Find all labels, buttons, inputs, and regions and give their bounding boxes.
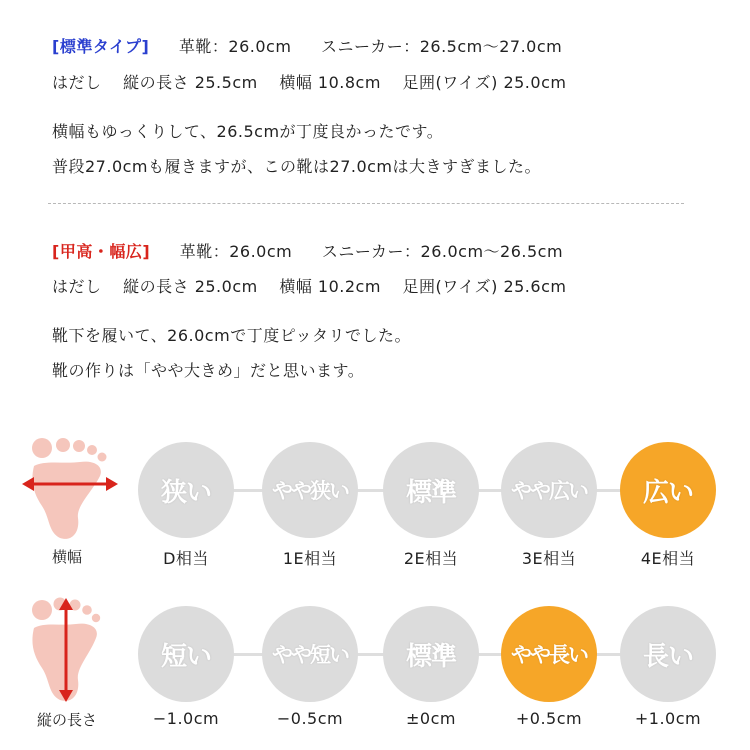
length-option-standard: 標準 [383, 606, 479, 702]
foot-width-icon [20, 436, 120, 540]
section-standard-line1 [52, 34, 562, 57]
length-option-long: 長い [620, 606, 716, 702]
foot-width: 横幅 10.2cm [279, 277, 381, 296]
barefoot-label: はだし [52, 73, 102, 92]
barefoot-label: はだし [52, 277, 102, 296]
foot-girth: 足囲(ワイズ) 25.0cm [402, 73, 567, 92]
length-option-slightly-long-selected: やや長い [501, 606, 597, 702]
width-option-standard: 標準 [383, 442, 479, 538]
length-caption-minus-1: −1.0cm [152, 709, 220, 728]
length-caption-plus-05: +0.5cm [515, 709, 583, 728]
section-wide-line1 [52, 239, 563, 262]
width-caption-d: D相当 [163, 549, 209, 568]
length-caption-plus-1: +1.0cm [634, 709, 702, 728]
foot-length: 縦の長さ 25.5cm [123, 73, 258, 92]
length-option-short: 短い [138, 606, 234, 702]
section-wide-comment2: 靴の作りは「やや大きめ」だと思います。 [52, 361, 365, 380]
sneaker-size: スニーカー：26.5cm〜27.0cm [321, 37, 563, 56]
section-standard-comment2: 普段27.0cmも履きますが、この靴は27.0cmは大きすぎました。 [52, 157, 542, 176]
section-tag: [甲高・幅広] [52, 242, 151, 261]
section-divider [48, 203, 684, 204]
width-option-narrow: 狭い [138, 442, 234, 538]
dress-shoe-size: 革靴：26.0cm [179, 242, 293, 261]
width-caption-2e: 2E相当 [403, 549, 459, 568]
foot-width: 横幅 10.8cm [279, 73, 381, 92]
width-caption-3e: 3E相当 [521, 549, 577, 568]
width-scale-label: 横幅 [51, 548, 82, 566]
section-wide-line2 [52, 274, 566, 297]
width-option-slightly-narrow: やや狭い [262, 442, 358, 538]
sneaker-size: スニーカー：26.0cm〜26.5cm [321, 242, 564, 261]
width-option-slightly-wide: やや広い [501, 442, 597, 538]
section-standard-line2 [52, 70, 566, 93]
length-scale-label: 縦の長さ [36, 711, 97, 729]
section-wide-comment1: 靴下を履いて、26.0cmで丁度ピッタリでした。 [52, 326, 412, 345]
width-caption-4e: 4E相当 [640, 549, 696, 568]
foot-girth: 足囲(ワイズ) 25.6cm [402, 277, 567, 296]
length-option-slightly-short: やや短い [262, 606, 358, 702]
section-tag: [標準タイプ] [52, 37, 150, 56]
length-caption-zero: ±0cm [406, 709, 456, 728]
width-option-wide-selected: 広い [620, 442, 716, 538]
foot-length-icon [24, 596, 110, 704]
section-standard-comment1: 横幅もゆっくりして、26.5cmが丁度良かったです。 [52, 122, 444, 141]
dress-shoe-size: 革靴：26.0cm [178, 37, 292, 56]
foot-length: 縦の長さ 25.0cm [123, 277, 258, 296]
width-caption-1e: 1E相当 [282, 549, 338, 568]
length-caption-minus-05: −0.5cm [276, 709, 344, 728]
